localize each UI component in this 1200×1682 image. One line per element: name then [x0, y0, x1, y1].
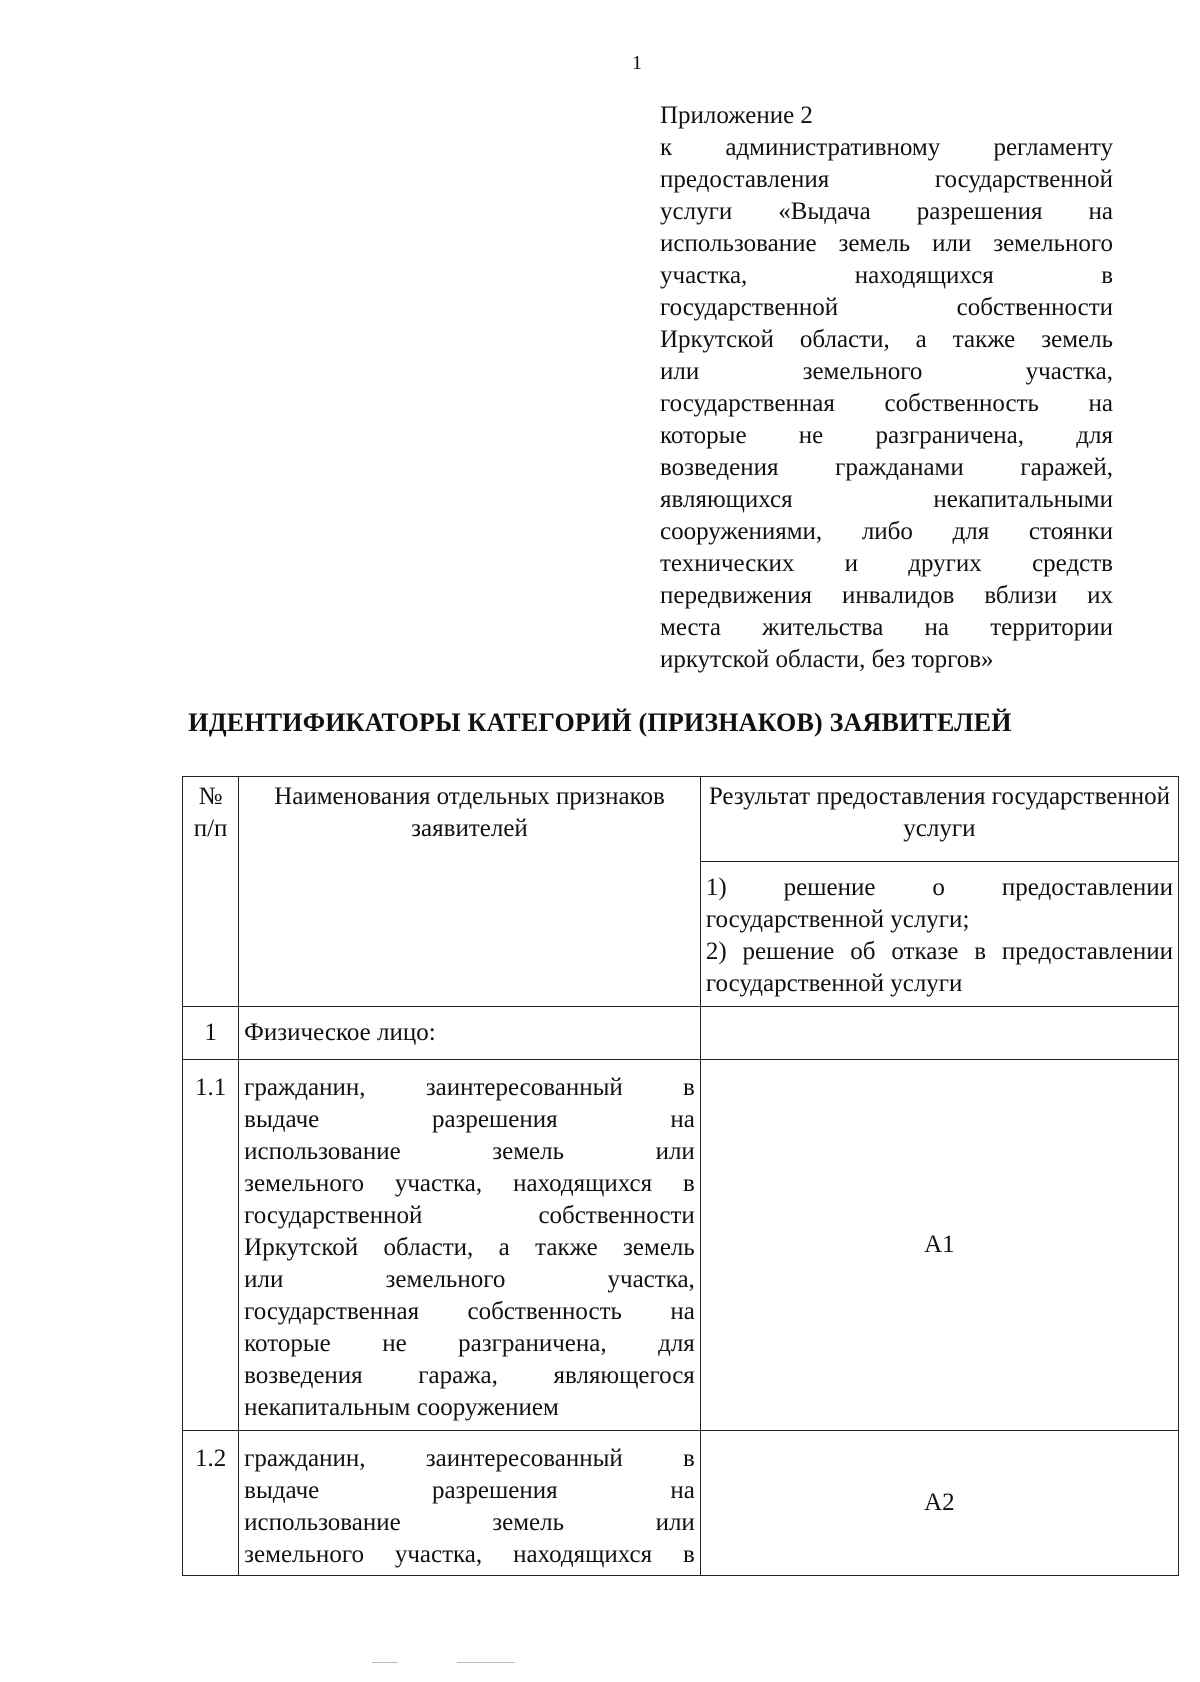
row-name-line: гражданин, заинтересованный в [244, 1445, 695, 1472]
table-row [183, 1431, 1179, 1576]
appendix-block [660, 100, 1113, 676]
row-name [239, 1431, 701, 1576]
row-name-line: выдаче разрешения на [244, 1477, 695, 1504]
row-result: А2 [700, 1431, 1178, 1576]
row-name-line: земельного участка, находящихся в [244, 1541, 695, 1568]
row-name-line: некапитальным сооружением [244, 1394, 559, 1421]
result-line: 2) решение об отказе в предоставлении [705, 938, 1173, 965]
row-name-line: государственная собственность на [244, 1298, 695, 1325]
appendix-line: сооружениями, либо для стоянки [660, 518, 1113, 545]
header-result-title-cell: Результат предоставления государственной услуги [700, 777, 1178, 862]
appendix-line: иркутской области, без торгов» [660, 646, 994, 673]
row-name-line: выдаче разрешения на [244, 1106, 695, 1133]
result-line: 1) решение о предоставлении [705, 874, 1173, 901]
result-line: государственной услуги; [705, 906, 970, 933]
row-num: 1.2 [183, 1431, 239, 1576]
row-name-line: государственной собственности [244, 1202, 695, 1229]
document-title: ИДЕНТИФИКАТОРЫ КАТЕГОРИЙ (ПРИЗНАКОВ) ЗАЯВИТЕЛЕЙ [188, 708, 1012, 737]
appendix-line: государственная собственность на [660, 390, 1113, 417]
table-header-row [183, 777, 1179, 862]
appendix-title: Приложение 2 [660, 102, 813, 129]
row-name-line: Физическое лицо: [244, 1019, 436, 1046]
row-result: А1 [700, 1060, 1178, 1431]
appendix-line: государственной собственности [660, 294, 1113, 321]
row-name-line: использование земель или [244, 1138, 695, 1165]
row-name-line: которые не разграничена, для [244, 1330, 695, 1357]
row-name [239, 1060, 701, 1431]
appendix-line: технических и других средств [660, 550, 1113, 577]
table-row [183, 1007, 1179, 1060]
row-name-line: Иркутской области, а также земель [244, 1234, 695, 1261]
row-name-line: или земельного участка, [244, 1266, 695, 1293]
row-name [239, 1007, 701, 1060]
scan-artifact [457, 1662, 515, 1663]
row-num: 1 [183, 1007, 239, 1060]
appendix-line: возведения гражданами гаражей, [660, 454, 1113, 481]
appendix-line: Иркутской области, а также земель [660, 326, 1113, 353]
header-result-values-cell [700, 862, 1178, 1007]
row-name-line: использование земель или [244, 1509, 695, 1536]
appendix-line: места жительства на территории [660, 614, 1113, 641]
result-line: государственной услуги [705, 970, 963, 997]
row-name-line: гражданин, заинтересованный в [244, 1074, 695, 1101]
row-name-line: возведения гаража, являющегося [244, 1362, 695, 1389]
header-num-cell [183, 777, 239, 1007]
header-num-label: п/п [193, 815, 228, 842]
table-row [183, 1060, 1179, 1431]
appendix-line: передвижения инвалидов вблизи их [660, 582, 1113, 609]
appendix-line: услуги «Выдача разрешения на [660, 198, 1113, 225]
row-result [700, 1007, 1178, 1060]
appendix-line: использование земель или земельного [660, 230, 1113, 257]
appendix-line: к административному регламенту [660, 134, 1113, 161]
applicant-categories-table [182, 776, 1179, 1576]
appendix-line: предоставления государственной [660, 166, 1113, 193]
appendix-line: являющихся некапитальными [660, 486, 1113, 513]
appendix-line: участка, находящихся в [660, 262, 1113, 289]
appendix-line: или земельного участка, [660, 358, 1113, 385]
row-name-line: земельного участка, находящихся в [244, 1170, 695, 1197]
appendix-line: которые не разграничена, для [660, 422, 1113, 449]
page-number: 1 [632, 52, 642, 74]
header-num-symbol: № [198, 783, 223, 810]
header-name-cell: Наименования отдельных признаков заявителей [239, 777, 701, 1007]
scan-artifact [372, 1662, 398, 1663]
row-num: 1.1 [183, 1060, 239, 1431]
